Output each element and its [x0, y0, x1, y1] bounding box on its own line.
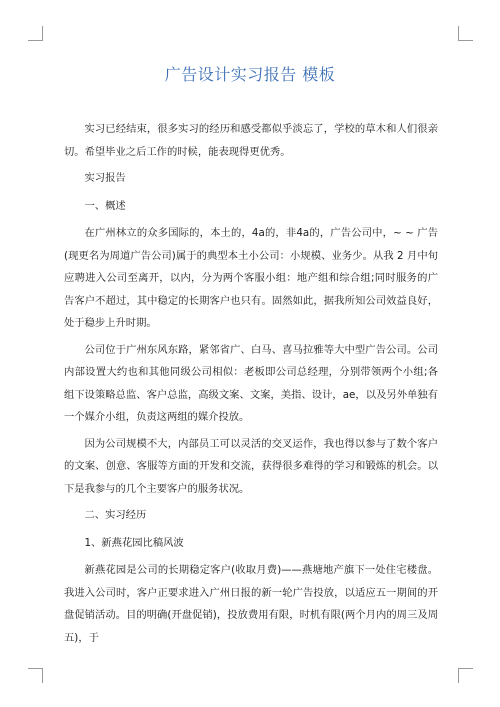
paragraph-intro: 实习已经结束，很多实习的经历和感受都似乎淡忘了，学校的草木和人们很亲切。希望毕业之后工作的时候，能表现得更优秀。: [64, 123, 438, 158]
paragraph-xinyan: 新燕花园是公司的长期稳定客户(收取月费)——燕塘地产旗下一处住宅楼盘。我进入公司时，客户正要求进入广州日报的新一轮广告投放，以适应五一期间的开盘促销活动。目的明确(开盘促销)，投放费用有限，时机有限(两个月内的周三及周五)，于: [64, 564, 438, 644]
document-title: 广告设计实习报告 模板: [164, 65, 336, 84]
paragraph-company-size: 因为公司规模不大，内部员工可以灵活的交叉运作，我也得以参与了数个客户的文案、创意、客服等方面的开发和交流，获得很多难得的学习和锻炼的机会。以下是我参与的几个主要客户的服务状况。: [64, 437, 438, 495]
document-body: [64, 118, 438, 653]
paragraph-company-overview: 在广州林立的众多国际的，本土的，4a的，非4a的，广告公司中，~ ~ 广告(现更名为周道广告公司)属于的典型本土小公司：小规模、业务少。从我 2 月中旬应聘进入公司至离开，以内，分为两个客服小组：地产组和综合组;同时服务的广告客户不超过，其中稳定的长期客户也只有。固然如此，据我所知公司效益良好，处于稳步上升时期。: [64, 227, 438, 329]
crop-mark-bottom-right: [458, 668, 473, 683]
crop-mark-bottom-left: [28, 668, 43, 683]
heading-report: 实习报告: [84, 172, 126, 184]
heading-overview: 一、概述: [84, 199, 126, 212]
heading-experience: 二、实习经历: [84, 509, 147, 521]
crop-mark-top-right: [458, 26, 473, 41]
crop-mark-top-left: [28, 26, 43, 41]
paragraph-company-location: 公司位于广州东风东路，紧邻省广、白马、喜马拉雅等大中型广告公司。公司内部设置大约也和其他同级公司相似：老板即公司总经理，分别带领两个小组;各组下设策略总监、客户总监，高级文案、文案，美指、设计，ae，以及另外单独有一个媒介小组，负责这两组的媒介投放。: [64, 343, 438, 423]
heading-xinyan: 1、新燕花园比稿风波: [84, 536, 184, 549]
